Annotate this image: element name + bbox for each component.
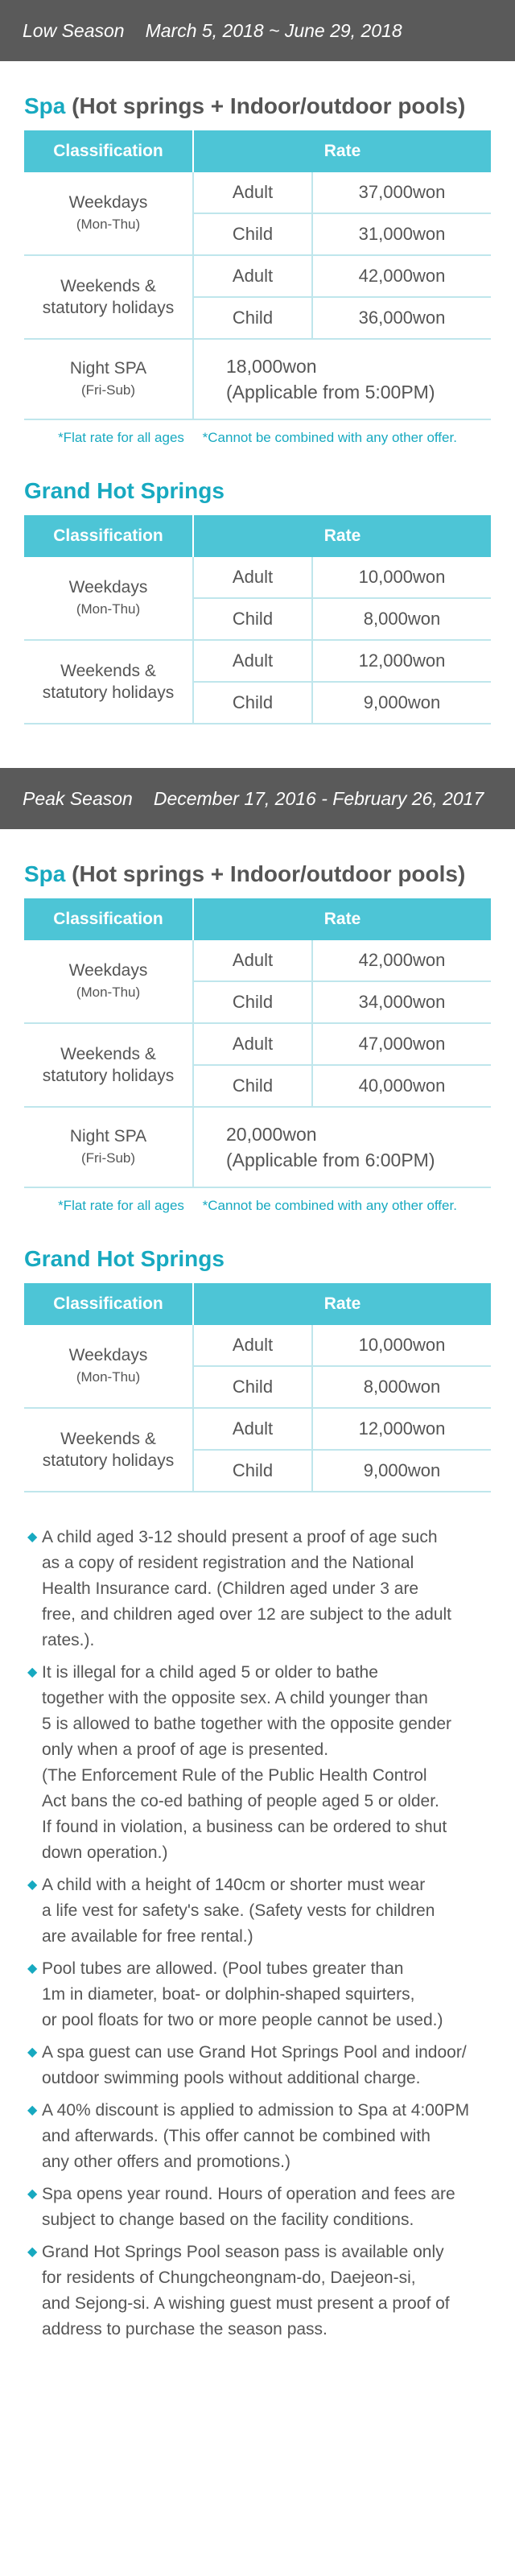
adult-label: Adult: [193, 640, 312, 682]
no-combine-note: *Cannot be combined with any other offer.: [202, 1198, 457, 1213]
weekdays-cell: [24, 1325, 193, 1408]
note-text: Grand Hot Springs Pool season pass is available only for residents of Chungcheongnam-do, Daejeon-si, and Sejong-si. A wishing guest must present a proof of address to purchase the season pass.: [42, 2243, 450, 2339]
weekday-child-price: 8,000won: [312, 1366, 491, 1408]
weekends-cell: [24, 640, 193, 724]
low-ghs-rate-table: [24, 515, 491, 724]
diamond-bullet-icon: ◆: [27, 2046, 38, 2059]
weekends-cell: [24, 255, 193, 339]
night-spa-sub: (Fri-Sub): [80, 382, 136, 398]
spa-subtitle: (Hot springs + Indoor/outdoor pools): [72, 93, 466, 118]
diamond-bullet-icon: ◆: [27, 2103, 38, 2117]
header-classification: Classification: [24, 898, 193, 940]
weekend-adult-price: 12,000won: [312, 640, 491, 682]
peak-ghs-section: [0, 1214, 515, 1492]
note-item: [27, 2098, 497, 2175]
spa-notes: [24, 1198, 491, 1214]
weekdays-label: Weekdays: [68, 578, 148, 597]
child-label: Child: [193, 1366, 312, 1408]
night-spa-rate: [193, 339, 491, 419]
weekdays-sub: (Mon-Thu): [76, 1369, 141, 1385]
night-spa-label: Night SPA: [69, 1127, 147, 1146]
night-spa-label: Night SPA: [69, 359, 147, 378]
low-spa-rate-table: [24, 130, 491, 420]
weekday-child-price: 8,000won: [312, 598, 491, 640]
weekdays-label: Weekdays: [68, 961, 148, 980]
policy-notes: [0, 1492, 515, 2343]
spa-subtitle: (Hot springs + Indoor/outdoor pools): [72, 861, 466, 886]
night-spa-cell: [24, 1107, 193, 1187]
weekends-label: Weekends & statutory holidays: [42, 277, 175, 317]
header-rate: Rate: [193, 515, 491, 557]
weekdays-label: Weekdays: [68, 1346, 148, 1364]
diamond-bullet-icon: ◆: [27, 2245, 38, 2259]
note-item: [27, 1956, 497, 2033]
weekdays-cell: [24, 172, 193, 255]
header-classification: Classification: [24, 1283, 193, 1325]
spa-title: Spa: [24, 861, 66, 886]
weekday-adult-price: 10,000won: [312, 1325, 491, 1366]
note-text: A child aged 3-12 should present a proof of age such as a copy of resident registration and the National Health Insurance card. (Children aged under 3 are free, and children aged over 12 are subject to the adult rates.).: [42, 1528, 452, 1649]
season-label: Low Season: [23, 19, 125, 41]
note-item: [27, 1872, 497, 1950]
adult-label: Adult: [193, 1325, 312, 1366]
spa-notes: [24, 430, 491, 446]
low-season-banner: [0, 0, 515, 61]
adult-label: Adult: [193, 1408, 312, 1450]
child-label: Child: [193, 598, 312, 640]
header-rate: Rate: [193, 1283, 491, 1325]
note-text: It is illegal for a child aged 5 or older to bathe together with the opposite sex. A child younger than 5 is allowed to bathe together with the opposite gender only when a proof of age is presented. (The Enforcement Rule of the Public Health Control Act bans the co-ed bathing of people aged 5 or older. If found in violation, a business can be ordered to shut down operation.): [42, 1663, 452, 1862]
weekdays-cell: [24, 940, 193, 1023]
season-dates: December 17, 2016 - February 26, 2017: [153, 787, 484, 809]
adult-label: Adult: [193, 255, 312, 297]
weekday-child-price: 34,000won: [312, 981, 491, 1023]
note-text: Spa opens year round. Hours of operation and fees are subject to change based on the facility conditions.: [42, 2185, 455, 2229]
weekends-label: Weekends & statutory holidays: [42, 1430, 175, 1470]
weekend-child-price: 40,000won: [312, 1065, 491, 1107]
diamond-bullet-icon: ◆: [27, 1962, 38, 1975]
weekends-label: Weekends & statutory holidays: [42, 1045, 175, 1085]
ghs-title: Grand Hot Springs: [24, 478, 225, 503]
weekend-adult-price: 12,000won: [312, 1408, 491, 1450]
night-spa-time: (Applicable from 6:00PM): [226, 1150, 435, 1170]
note-text: A 40% discount is applied to admission to Spa at 4:00PM and afterwards. (This offer cannot be combined with any other offers and promotions.): [42, 2101, 470, 2171]
spa-section-title: [24, 61, 491, 130]
ghs-title: Grand Hot Springs: [24, 1246, 225, 1271]
weekday-adult-price: 37,000won: [312, 172, 491, 213]
header-classification: Classification: [24, 515, 193, 557]
weekday-adult-price: 10,000won: [312, 557, 491, 598]
weekdays-label: Weekdays: [68, 193, 148, 212]
weekends-cell: [24, 1023, 193, 1107]
weekends-cell: [24, 1408, 193, 1492]
weekdays-cell: [24, 557, 193, 640]
note-item: [27, 2182, 497, 2233]
child-label: Child: [193, 297, 312, 339]
child-label: Child: [193, 981, 312, 1023]
note-item: [27, 1525, 497, 1653]
adult-label: Adult: [193, 172, 312, 213]
weekend-child-price: 36,000won: [312, 297, 491, 339]
note-item: [27, 2240, 497, 2343]
spa-section-title: [24, 829, 491, 898]
weekend-child-price: 9,000won: [312, 682, 491, 724]
weekend-adult-price: 47,000won: [312, 1023, 491, 1065]
diamond-bullet-icon: ◆: [27, 2187, 38, 2201]
note-item: [27, 1660, 497, 1866]
night-spa-time: (Applicable from 5:00PM): [226, 382, 435, 402]
peak-season-banner: [0, 768, 515, 829]
adult-label: Adult: [193, 557, 312, 598]
diamond-bullet-icon: ◆: [27, 1530, 38, 1544]
weekends-label: Weekends & statutory holidays: [42, 662, 175, 702]
flat-rate-note: *Flat rate for all ages: [58, 430, 184, 445]
note-item: [27, 2040, 497, 2091]
note-text: A child with a height of 140cm or shorter must wear a life vest for safety's sake. (Safety vests for children are available for free rental.): [42, 1876, 435, 1946]
weekdays-sub: (Mon-Thu): [76, 217, 141, 232]
child-label: Child: [193, 1065, 312, 1107]
header-rate: Rate: [193, 130, 491, 172]
night-spa-rate: [193, 1107, 491, 1187]
low-ghs-section: [0, 446, 515, 724]
season-dates: March 5, 2018 ~ June 29, 2018: [145, 19, 402, 41]
child-label: Child: [193, 1450, 312, 1492]
note-text: Pool tubes are allowed. (Pool tubes greater than 1m in diameter, boat- or dolphin-shaped squirters, or pool floats for two or more people cannot be used.): [42, 1959, 443, 2029]
night-spa-sub: (Fri-Sub): [80, 1150, 136, 1166]
season-label: Peak Season: [23, 787, 133, 809]
weekday-adult-price: 42,000won: [312, 940, 491, 981]
diamond-bullet-icon: ◆: [27, 1666, 38, 1679]
weekday-child-price: 31,000won: [312, 213, 491, 255]
peak-spa-section: [0, 829, 515, 1214]
adult-label: Adult: [193, 1023, 312, 1065]
weekend-child-price: 9,000won: [312, 1450, 491, 1492]
night-spa-price: 20,000won: [226, 1124, 317, 1145]
header-classification: Classification: [24, 130, 193, 172]
spa-title: Spa: [24, 93, 66, 118]
note-text: A spa guest can use Grand Hot Springs Pool and indoor/ outdoor swimming pools without additional charge.: [42, 2043, 467, 2087]
peak-spa-rate-table: [24, 898, 491, 1188]
adult-label: Adult: [193, 940, 312, 981]
flat-rate-note: *Flat rate for all ages: [58, 1198, 184, 1213]
night-spa-cell: [24, 339, 193, 419]
weekdays-sub: (Mon-Thu): [76, 985, 141, 1000]
weekdays-sub: (Mon-Thu): [76, 601, 141, 617]
child-label: Child: [193, 682, 312, 724]
no-combine-note: *Cannot be combined with any other offer.: [202, 430, 457, 445]
low-spa-section: [0, 61, 515, 446]
diamond-bullet-icon: ◆: [27, 1878, 38, 1892]
weekend-adult-price: 42,000won: [312, 255, 491, 297]
peak-ghs-rate-table: [24, 1283, 491, 1492]
header-rate: Rate: [193, 898, 491, 940]
night-spa-price: 18,000won: [226, 356, 317, 377]
child-label: Child: [193, 213, 312, 255]
